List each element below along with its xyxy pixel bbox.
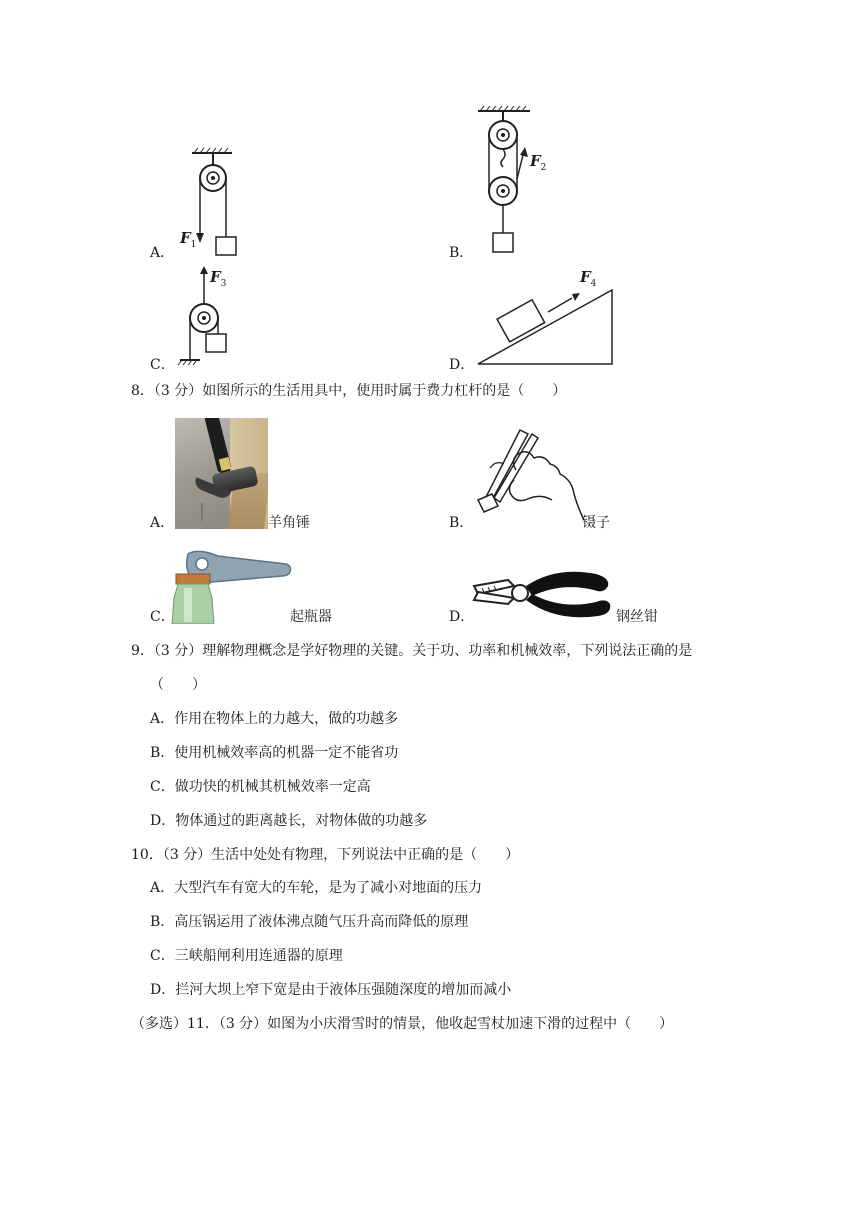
q8-option-c-label: 起瓶器 (290, 609, 332, 625)
force-label-f3: $F_3$ (210, 268, 227, 289)
q8-option-d-label: 钢丝钳 (616, 609, 658, 625)
q9-option-d[interactable]: D．物体通过的距离越长，对物体做的功越多 (150, 813, 428, 829)
claw-hammer-image (175, 418, 268, 529)
q8-option-b-letter[interactable]: B． (449, 515, 474, 531)
q10-option-d[interactable]: D．拦河大坝上窄下宽是由于液体压强随深度的增加而减小 (150, 982, 512, 998)
pulley-diagram-b (468, 103, 558, 263)
tweezers-image (470, 428, 590, 524)
force-label-f2: $F_2$ (530, 152, 547, 173)
q9-stem: 9．（3 分）理解物理概念是学好物理的关键。关于功、功率和机械效率，下列说法正确的是 (131, 643, 693, 659)
pliers-image (470, 566, 618, 626)
q7-option-c-letter[interactable]: C． (150, 357, 175, 373)
q8-option-d-letter[interactable]: D． (449, 609, 475, 625)
q10-stem: 10．（3 分）生活中处处有物理，下列说法中正确的是（ ） (131, 847, 520, 863)
incline-diagram-d (476, 276, 616, 368)
q9-option-b[interactable]: B．使用机械效率高的机器一定不能省功 (150, 745, 399, 761)
q11-stem: （多选）11．（3 分）如图为小庆滑雪时的情景，他收起雪杖加速下滑的过程中（ ） (131, 1016, 674, 1032)
q8-option-a-letter[interactable]: A． (150, 515, 175, 531)
q10-option-a[interactable]: A．大型汽车有宽大的车轮，是为了减小对地面的压力 (150, 880, 483, 896)
q8-option-a-label: 羊角锤 (268, 515, 310, 531)
q9-option-c[interactable]: C．做功快的机械其机械效率一定高 (150, 779, 371, 795)
bottle-opener-image (170, 548, 295, 624)
q10-option-c[interactable]: C．三峡船闸利用连通器的原理 (150, 948, 343, 964)
q8-option-c-letter[interactable]: C． (150, 609, 175, 625)
force-label-f4: $F_4$ (580, 268, 597, 289)
q8-option-b-label: 镊子 (582, 515, 610, 531)
q7-option-a-letter[interactable]: A． (150, 245, 175, 261)
q10-option-b[interactable]: B．高压锅运用了液体沸点随气压升高而降低的原理 (150, 914, 469, 930)
q7-option-b-letter[interactable]: B． (449, 245, 474, 261)
q7-option-d-letter[interactable]: D． (449, 357, 475, 373)
q9-option-a[interactable]: A．作用在物体上的力越大，做的功越多 (150, 711, 399, 727)
q8-stem: 8．（3 分）如图所示的生活用具中，使用时属于费力杠杆的是（ ） (131, 383, 567, 399)
q9-answer-blank: （ ） (150, 677, 206, 693)
force-label-f1: $F_1$ (180, 229, 197, 250)
